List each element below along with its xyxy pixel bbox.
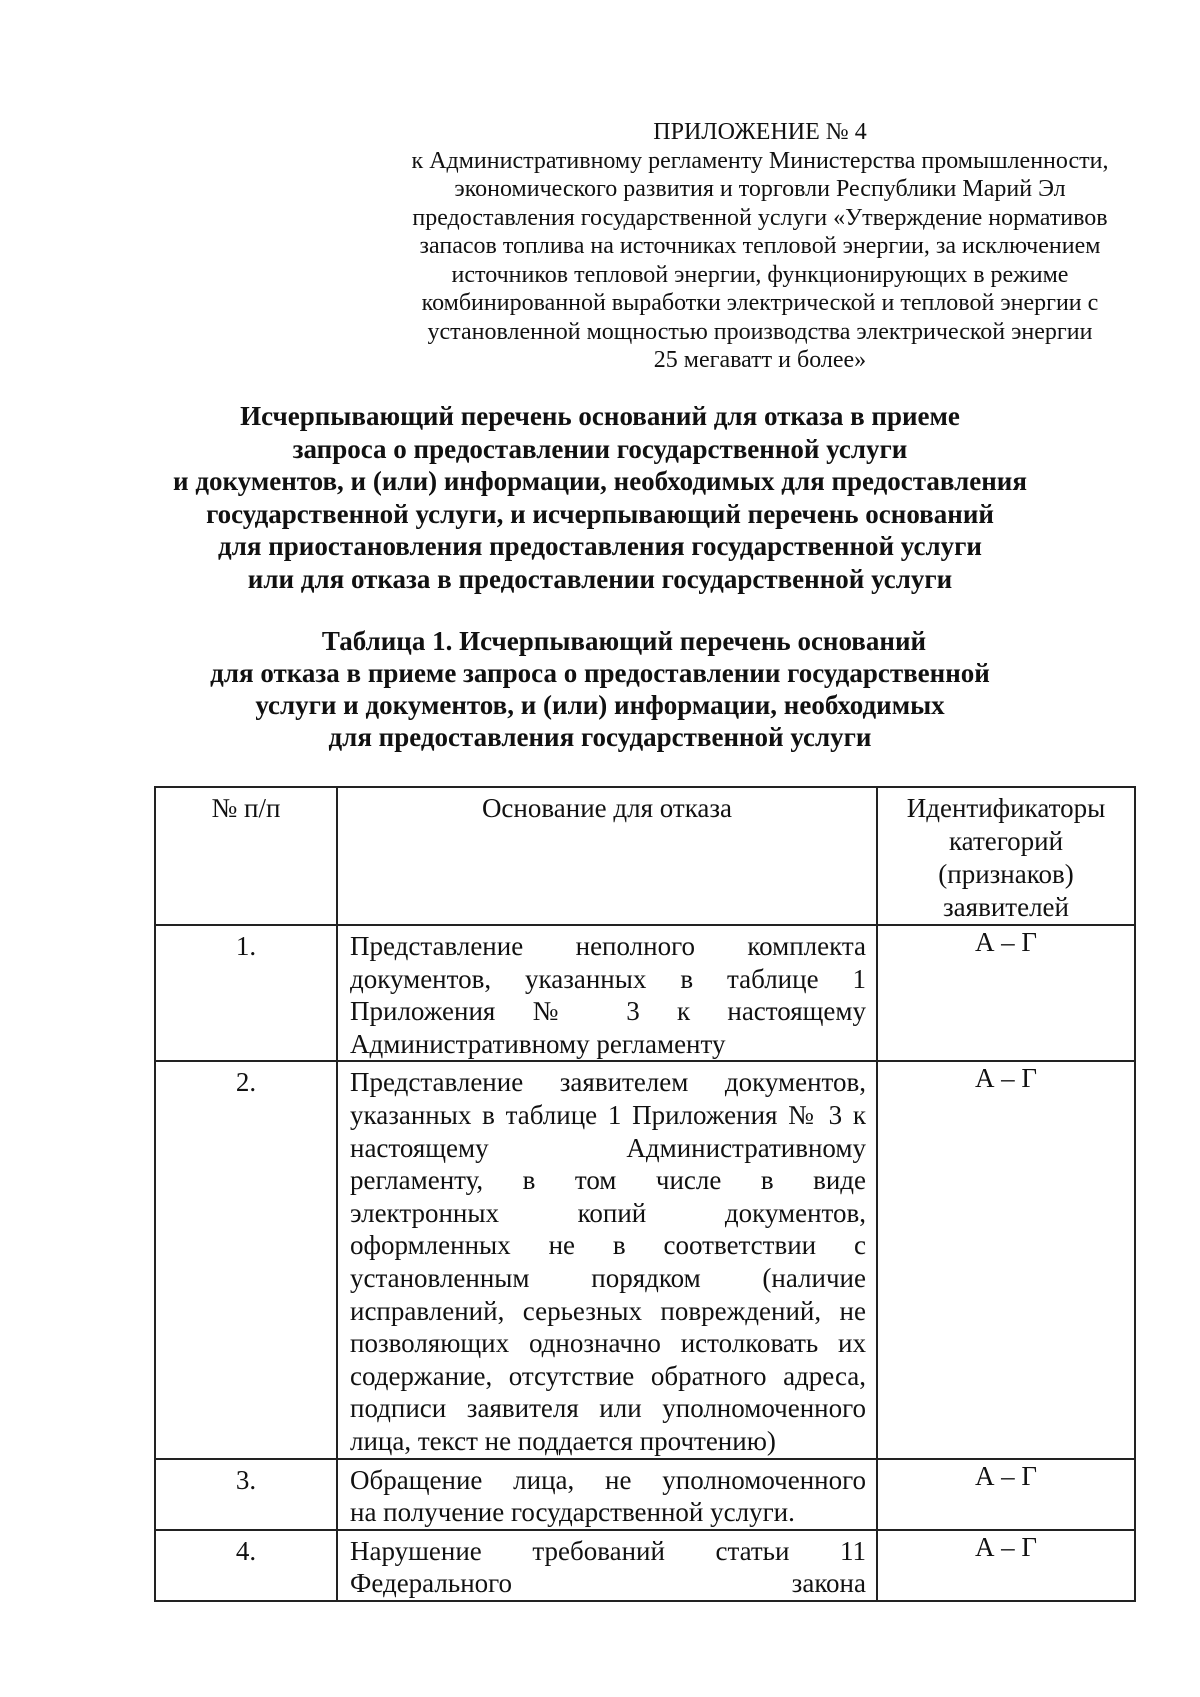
reason-line: позволяющих однозначно истолковать их xyxy=(350,1328,866,1359)
row-num-cell xyxy=(155,1530,337,1601)
heading-line: Исчерпывающий перечень оснований для отказа в приеме xyxy=(240,401,960,431)
table-title-line: для отказа в приеме запроса о предоставлении государственной xyxy=(210,658,990,688)
table-header-row xyxy=(155,787,1135,925)
row-num: 3. xyxy=(235,1464,257,1495)
header-ids xyxy=(877,787,1135,925)
row-ids: А – Г xyxy=(877,1530,1135,1601)
reason-line: Федерального закона xyxy=(350,1568,866,1599)
table-row xyxy=(155,925,1135,1061)
row-reason-cell xyxy=(337,925,877,1061)
appendix-line: запасов топлива на источниках тепловой энергии, за исключением xyxy=(419,233,1101,259)
row-num: 4. xyxy=(235,1535,257,1566)
reason-line: Представление неполного комплекта xyxy=(350,931,866,961)
row-reason xyxy=(338,926,876,1060)
reason-line: подписи заявителя или уполномоченного xyxy=(350,1393,866,1424)
appendix-line: экономического развития и торговли Республики Марий Эл xyxy=(454,176,1066,202)
row-reason xyxy=(338,1062,876,1457)
table-title-line: для предоставления государственной услуги xyxy=(328,722,872,752)
reason-line: Приложения № 3 к настоящему xyxy=(350,996,866,1027)
appendix-line: установленной мощностью производства электрической энергии xyxy=(427,318,1093,345)
appendix-line: предоставления государственной услуги «Утверждение нормативов xyxy=(412,204,1108,231)
row-reason-cell xyxy=(337,1530,877,1601)
row-ids: А – Г xyxy=(877,925,1135,1061)
document-heading xyxy=(100,400,1100,595)
heading-line: запроса о предоставлении государственной услуги xyxy=(292,433,908,464)
header-ids-line: заявителей xyxy=(943,892,1069,922)
row-num-cell xyxy=(155,1061,337,1458)
appendix-block xyxy=(380,118,1140,375)
row-ids: А – Г xyxy=(877,1459,1135,1530)
heading-line: и документов, и (или) информации, необходимых для предоставления xyxy=(173,466,1027,496)
reason-line: лица, текст не поддается прочтению) xyxy=(350,1425,776,1456)
row-reason-cell xyxy=(337,1061,877,1458)
table-row xyxy=(155,1459,1135,1530)
reason-line: Административному регламенту xyxy=(350,1028,726,1059)
table-row xyxy=(155,1061,1135,1458)
row-reason-cell xyxy=(337,1459,877,1530)
reason-line: указанных в таблице 1 Приложения № 3 к xyxy=(350,1099,866,1130)
heading-line: государственной услуги, и исчерпывающий перечень оснований xyxy=(206,498,994,529)
row-reason xyxy=(338,1531,876,1600)
header-ids-line: Идентификаторы xyxy=(906,793,1106,823)
header-num-label: № п/п xyxy=(211,793,281,823)
reason-line: установленным порядком (наличие xyxy=(350,1262,866,1293)
appendix-line: к Административному регламенту Министерства промышленности, xyxy=(411,147,1109,174)
header-num xyxy=(155,787,337,925)
reason-line: Нарушение требований статьи 11 xyxy=(350,1535,866,1566)
table-title xyxy=(160,625,1040,753)
reason-line: оформленных не в соответствии с xyxy=(350,1230,866,1261)
refusal-grounds-table xyxy=(154,786,1136,1602)
reason-line: настоящему Административному xyxy=(350,1132,866,1163)
header-ids-line: (признаков) xyxy=(938,859,1074,889)
reason-line: на получение государственной услуги. xyxy=(350,1497,795,1528)
appendix-line: 25 мегаватт и более» xyxy=(653,347,867,373)
appendix-line: источников тепловой энергии, функционирующих в режиме xyxy=(451,261,1069,288)
reason-line: регламенту, в том числе в виде xyxy=(350,1165,866,1196)
reason-line: Представление заявителем документов, xyxy=(350,1067,866,1098)
heading-line: или для отказа в предоставлении государственной услуги xyxy=(247,563,953,594)
reason-line: электронных копий документов, xyxy=(350,1197,866,1228)
header-reason xyxy=(337,787,877,925)
row-num-cell xyxy=(155,1459,337,1530)
row-reason xyxy=(338,1460,876,1529)
appendix-line: ПРИЛОЖЕНИЕ № 4 xyxy=(653,119,867,145)
row-num-cell xyxy=(155,925,337,1061)
reason-line: документов, указанных в таблице 1 xyxy=(350,963,866,994)
appendix-line: комбинированной выработки электрической и тепловой энергии с xyxy=(421,290,1099,316)
table-title-line: услуги и документов, и (или) информации, необходимых xyxy=(255,690,945,720)
header-ids-label xyxy=(878,788,1134,924)
table-row xyxy=(155,1530,1135,1601)
table-title-line: Таблица 1. Исчерпывающий перечень оснований xyxy=(321,626,927,656)
row-num: 1. xyxy=(235,931,257,961)
heading-line: для приостановления предоставления государственной услуги xyxy=(218,531,982,561)
reason-line: исправлений, серьезных повреждений, не xyxy=(350,1295,866,1326)
header-ids-line: категорий xyxy=(948,826,1064,856)
row-num: 2. xyxy=(235,1067,257,1098)
reason-line: Обращение лица, не уполномоченного xyxy=(350,1464,866,1495)
reason-line: содержание, отсутствие обратного адреса, xyxy=(350,1360,866,1391)
row-ids: А – Г xyxy=(877,1061,1135,1458)
header-reason-label: Основание для отказа xyxy=(481,793,733,823)
